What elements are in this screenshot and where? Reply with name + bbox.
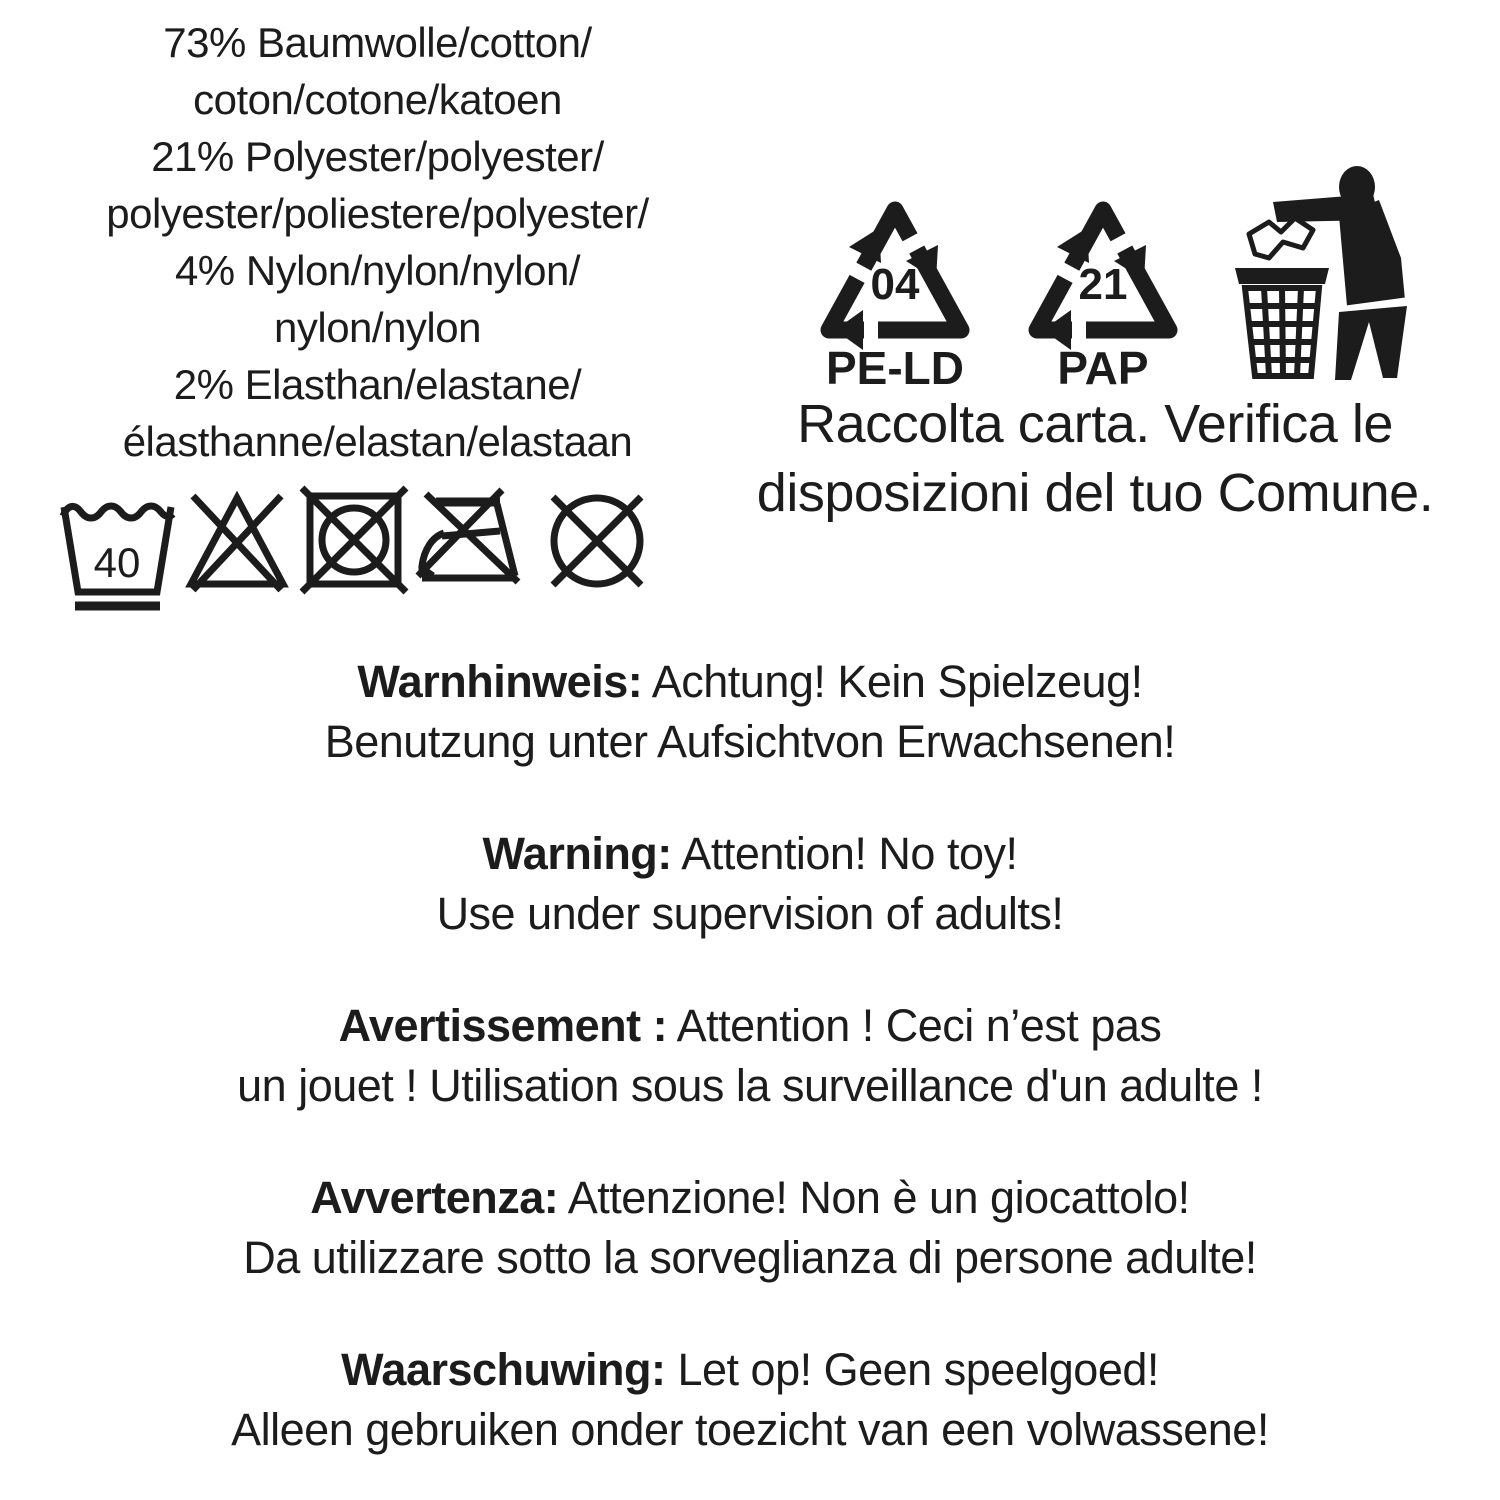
do-not-iron-icon (414, 480, 538, 612)
paper-label-text: PAP (1056, 342, 1149, 394)
composition-line: polyester/poliestere/polyester/ (106, 190, 649, 237)
warning-label: Waarschuwing: (341, 1344, 666, 1395)
recycling-note-line: disposizioni del tuo Comune. (756, 463, 1434, 523)
recycling-symbols-row (770, 160, 1460, 412)
warning-line1 (310, 1172, 1189, 1223)
wash-temp-text: 40 (93, 539, 141, 586)
composition-line: coton/cotone/katoen (193, 76, 562, 123)
composition-line: nylon/nylon (274, 304, 481, 351)
warning-line2: Use under supervision of adults! (436, 888, 1064, 939)
warning-text: Attenzione! Non è un giocattolo! (558, 1172, 1190, 1223)
paper-code-text: 21 (1078, 260, 1127, 309)
warning-text: Attention! No toy! (671, 828, 1018, 879)
warning-en (0, 824, 1500, 944)
care-symbols-row (55, 480, 655, 612)
do-not-tumble-dry-icon (294, 480, 414, 612)
recycle-21-pap-icon (1013, 182, 1193, 412)
warning-nl (0, 1340, 1500, 1460)
warnings-section (0, 652, 1500, 1500)
warning-line1 (341, 1344, 1159, 1395)
recycling-note (700, 390, 1490, 528)
warning-label: Avvertenza: (310, 1172, 559, 1223)
warning-line2: Alleen gebruiken onder toezicht van een volwassene! (231, 1404, 1269, 1455)
recycle-04-peld-icon (805, 182, 985, 412)
do-not-bleach-icon (181, 480, 293, 612)
composition-line: élasthanne/elastan/elastaan (122, 418, 633, 465)
warning-it (0, 1168, 1500, 1288)
warning-text: Let op! Geen speelgoed! (665, 1344, 1159, 1395)
tidy-man-icon (1221, 160, 1426, 395)
warning-text: Attention ! Ceci n’est pas (667, 1000, 1162, 1051)
warning-line1 (482, 828, 1017, 879)
plastic-code-text: 04 (870, 260, 919, 309)
warning-line2: un jouet ! Utilisation sous la surveillance d'un adulte ! (237, 1060, 1263, 1111)
composition-line: 73% Baumwolle/cotton/ (163, 19, 592, 66)
composition-line: 4% Nylon/nylon/nylon/ (174, 247, 581, 294)
warning-de (0, 652, 1500, 772)
warning-text: Achtung! Kein Spielzeug! (642, 656, 1143, 707)
warning-line1 (339, 1000, 1162, 1051)
wash-40-mild-icon (55, 480, 180, 612)
composition-line: 2% Elasthan/elastane/ (173, 361, 582, 408)
warning-line2: Benutzung unter Aufsichtvon Erwachsenen! (324, 716, 1176, 767)
fabric-composition (40, 14, 715, 470)
composition-line: 21% Polyester/polyester/ (151, 133, 604, 180)
warning-label: Warnhinweis: (357, 656, 643, 707)
warning-line1 (357, 656, 1142, 707)
recycling-note-line: Raccolta carta. Verifica le (797, 394, 1393, 454)
do-not-dry-clean-icon (539, 480, 655, 612)
warning-label: Warning: (482, 828, 672, 879)
plastic-label-text: PE-LD (825, 342, 964, 394)
warning-fr (0, 996, 1500, 1116)
warning-label: Avertissement : (338, 1000, 668, 1051)
warning-line2: Da utilizzare sotto la sorveglianza di persone adulte! (243, 1232, 1257, 1283)
